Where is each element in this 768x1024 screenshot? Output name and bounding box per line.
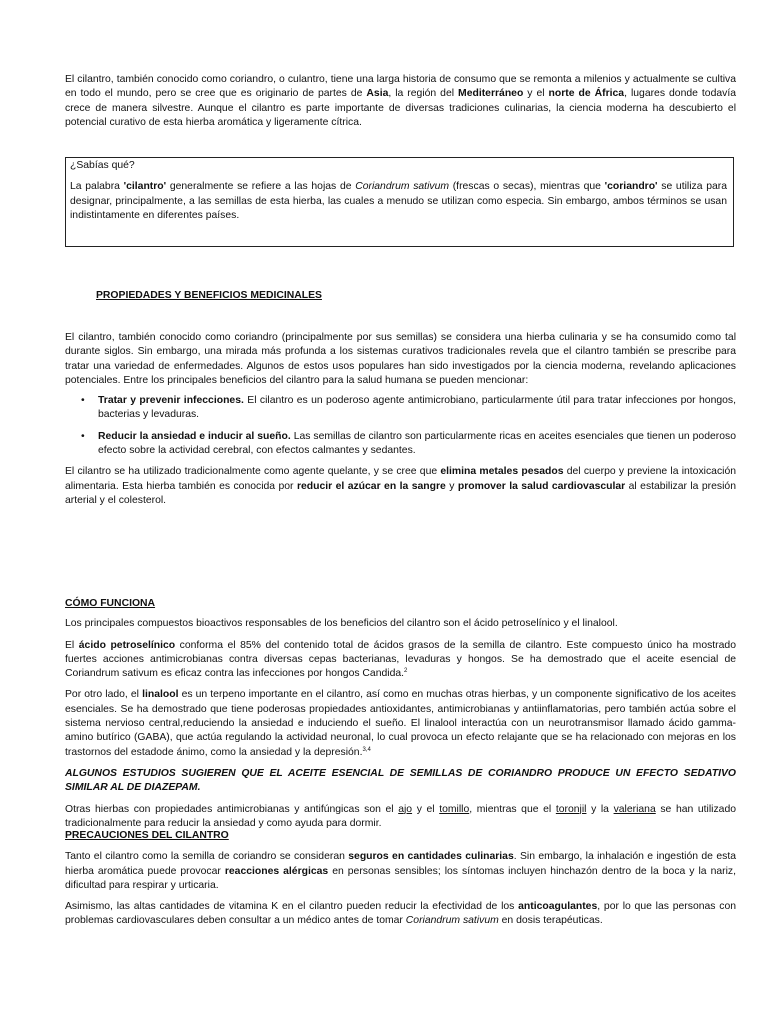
linalool-text-1: Por otro lado, el <box>65 689 143 701</box>
sabias-que-box <box>65 157 734 247</box>
propiedades-paragraph: El cilantro, también conocido como coriandro (principalmente por sus semillas) se considera una hierba culinaria y se ha consumido como tal durante siglos. Sin embargo, una mirada más profunda a los sistemas curativos tradicionales revela que el cilantro también se prescribe para tratar una variedad de enfermedades. Algunos de estos usos populares han sido investigados por la ciencia moderna, revelando aplicaciones potenciales. Entre los principales beneficios del cilantro para la salud humana se pueden mencionar: <box>65 332 736 386</box>
prec1-text-3: en personas sensibles; los síntomas incluyen hinchazón dentro de la boca y la nariz, dificultad para respirar y urticaria. <box>65 865 737 891</box>
sabias-que-text <box>70 180 727 223</box>
prec2-text-3: en dosis terapéuticas. <box>498 915 603 927</box>
prec1-text-2: . Sin embargo, la inhalación e ingestión de esta hierba aromática puede provocar <box>65 851 736 877</box>
quelante-bold-3: promover la salud cardiovascular <box>457 480 626 492</box>
sabias-coriandro: 'coriandro' <box>604 181 658 193</box>
prec1-text-1: Tanto el cilantro como la semilla de coriandro se consideran <box>65 851 349 863</box>
linalool-text-2: es un terpeno importante en el cilantro, así como en muchas otras hierbas, y un componente significativo de los aceites esenciales. Se ha demostrado que tiene poderosas propiedades antioxidantes, antimicrobianas y antiinflamatorias, pero también actúa sobre el sistema nervioso central,reduciendo la ansiedad e induciendo el sueño. El linalool interactúa con un neurotransmisor llamado ácido gamma-amino butírico (GABA), que actúa regulando la actividad neuronal, lo cual provoca un efecto relajante que se ha relacionado con mejoras en los trastornos del estadode ánimo, como la ansiedad y la depresión. <box>65 689 736 758</box>
heading-propiedades: PROPIEDADES Y BENEFICIOS MEDICINALES <box>96 290 322 301</box>
como-funciona-section <box>65 597 736 831</box>
quelante-paragraph <box>65 465 736 508</box>
reference-3-4: 3,4 <box>362 746 371 753</box>
petroselinico-paragraph <box>65 639 736 682</box>
beneficio-2-title: Reducir la ansiedad e inducir al sueño. <box>98 430 291 442</box>
intro-text-4: , lugares donde todavía crece de manera silvestre. Aunque el cilantro es parte importante de diversas tradiciones culinarias, la ciencia moderna ha descubierto el potencial curativo de esta hierba aromática y ligeramente cítrica. <box>65 88 736 128</box>
otras-text-1: Otras hierbas con propiedades antimicrobianas y antifúngicas son el <box>65 803 399 815</box>
valeriana-link[interactable]: valeriana <box>613 803 656 815</box>
otras-hierbas-paragraph <box>65 803 736 832</box>
precauciones-section <box>65 829 736 929</box>
otras-text-4: y la <box>586 803 614 815</box>
toronjil-link[interactable]: toronjil <box>555 803 587 815</box>
sabias-text-4: se utiliza para designar, principalmente, a las semillas de esta hierba, las cuales a menudo se utilizan como especia. Sin embargo, ambos términos se usan indistintamente en diferentes países. <box>70 181 728 221</box>
beneficio-1-text: El cilantro es un poderoso agente antimicrobiano, particularmente útil para tratar infecciones por hongos, bacterias y levaduras. <box>98 395 736 421</box>
otras-text-3: , mientras que el <box>469 803 556 815</box>
beneficios-list <box>65 394 736 458</box>
quelante-text-4: al estabilizar la presión arterial y el colesterol. <box>65 480 736 506</box>
propiedades-section <box>65 331 736 508</box>
quelante-bold-1: elimina metales pesados <box>440 466 564 478</box>
linalool-paragraph <box>65 688 736 759</box>
petroselinico-text-2: conforma el 85% del contenido total de ácidos grasos de la semilla de cilantro. Este compuesto único ha mostrado fuertes acciones antimicrobianas contra diversas cepas bacterianas, levaduras y hongos. Se ha demostrado que el aceite esencial de Coriandrum sativum es eficaz contra las infecciones por hongos Candida. <box>65 639 736 680</box>
precauciones-paragraph-1 <box>65 850 736 893</box>
diazepam-callout: ALGUNOS ESTUDIOS SUGIEREN QUE EL ACEITE ESENCIAL DE SEMILLAS DE CORIANDRO PRODUCE UN EFECTO SEDATIVO SIMILAR AL DE DIAZEPAM. <box>65 767 736 794</box>
prec1-bold-1: seguros en cantidades culinarias <box>348 851 514 863</box>
beneficio-1-title: Tratar y prevenir infecciones. <box>98 395 244 407</box>
reference-2: 2 <box>404 668 408 675</box>
intro-africa: norte de África <box>548 88 625 100</box>
otras-text-5: se han utilizado tradicionalmente para reducir la ansiedad y como ayuda para dormir. <box>65 803 737 829</box>
sabias-text-3: (frescas o secas), mientras que <box>449 181 605 193</box>
sabias-text-2: generalmente se refiere a las hojas de <box>166 181 356 193</box>
sabias-que-title: ¿Sabías qué? <box>70 160 135 171</box>
beneficio-item-2 <box>65 430 736 459</box>
ajo-link[interactable]: ajo <box>398 803 413 815</box>
heading-precauciones: PRECAUCIONES DEL CILANTRO <box>65 830 229 841</box>
sabias-species: Coriandrum sativum <box>355 181 450 193</box>
beneficio-item-1 <box>65 394 736 423</box>
otras-text-2: y el <box>412 803 440 815</box>
intro-mediterraneo: Mediterráneo <box>458 88 524 100</box>
prec2-text-2: , por lo que las personas con problemas cardiovasculares deben consultar a un médico antes de tomar <box>65 901 736 927</box>
intro-text-3: y el <box>523 88 549 100</box>
intro-asia: Asia <box>366 88 389 100</box>
tomillo-link[interactable]: tomillo <box>439 803 470 815</box>
petroselinico-bold: ácido petroselínico <box>78 639 176 651</box>
quelante-bold-2: reducir el azúcar en la sangre <box>296 480 446 492</box>
beneficio-2-text: Las semillas de cilantro son particularmente ricas en aceites esenciales que tienen un poderoso efecto sobre la actividad cerebral, con efectos calmantes y sedantes. <box>98 430 736 457</box>
quelante-text-3: y <box>445 480 458 492</box>
sabias-text-1: La palabra <box>70 181 124 193</box>
quelante-text-1: El cilantro se ha utilizado tradicionalmente como agente quelante, y se cree que <box>65 466 441 478</box>
petroselinico-text-1: El <box>65 639 79 651</box>
prec1-bold-2: reacciones alérgicas <box>224 865 329 877</box>
heading-como-funciona: CÓMO FUNCIONA <box>65 598 156 609</box>
prec2-bold: anticoagulantes <box>518 901 598 913</box>
sabias-cilantro: 'cilantro' <box>123 181 167 193</box>
intro-text-1: El cilantro, también conocido como coriandro, o culantro, tiene una larga historia de consumo que se remonta a milenios y actualmente se cultiva en todo el mundo, pero se cree que es originario de partes de <box>65 74 736 100</box>
quelante-text-2: del cuerpo y previene la intoxicación alimentaria. Esta hierba también es conocida por <box>65 466 737 492</box>
compuestos-paragraph: Los principales compuestos bioactivos responsables de los beneficios del cilantro son el ácido petroselínico y el linalool. <box>65 618 618 630</box>
linalool-bold: linalool <box>142 689 179 701</box>
intro-paragraph <box>65 73 736 130</box>
intro-text-2: , la región del <box>388 88 459 100</box>
prec2-species: Coriandrum sativum <box>405 915 499 927</box>
precauciones-paragraph-2 <box>65 900 736 929</box>
prec2-text-1: Asimismo, las altas cantidades de vitamina K en el cilantro pueden reducir la efectividad de los <box>65 901 519 913</box>
